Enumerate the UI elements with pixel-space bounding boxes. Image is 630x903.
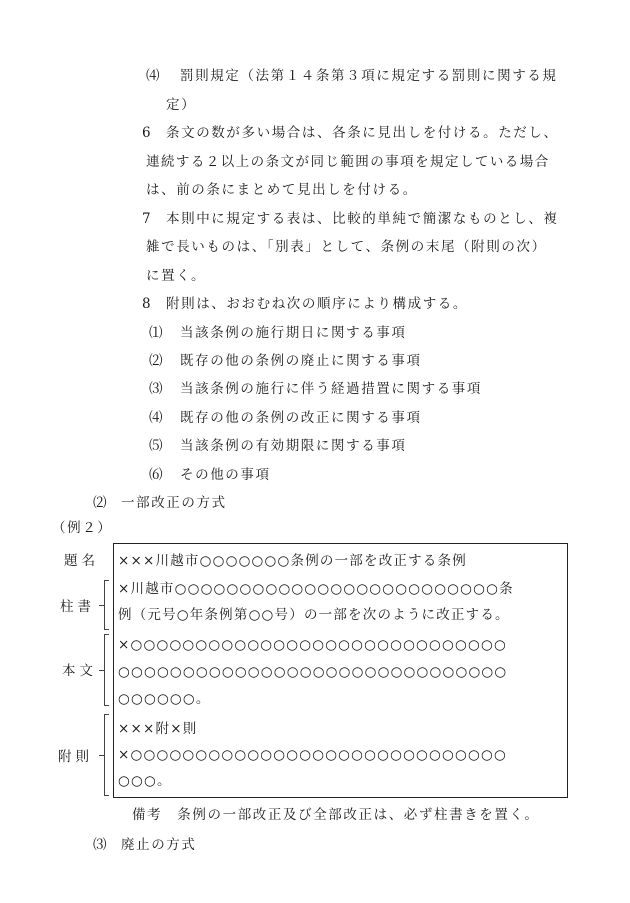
box-body-line3: ○○○○○○。 [118, 691, 211, 707]
box-suppl-line2: ×○○○○○○○○○○○○○○○○○○○○○○○○○○○○○ [118, 747, 507, 763]
box-body-line2: ○○○○○○○○○○○○○○○○○○○○○○○○○○○○○○ [118, 664, 508, 680]
label-suppl: 附則 [58, 749, 93, 765]
item-p4-text-line2: 定） [166, 97, 197, 113]
box-pillar-line2: 例（元号○年条例第○○号）の一部を次のように改正する。 [118, 607, 510, 623]
item-7-line1: 本則中に規定する表は、比較的単純で簡潔なものとし、複 [166, 211, 559, 227]
item-6-line2: 連続する２以上の条文が同じ範囲の事項を規定している場合 [146, 154, 550, 170]
body-bracket-tick [99, 670, 104, 671]
item-8-sub-number: ⑵ [149, 353, 165, 369]
item-8-text: 附則は、おおむね次の順序により構成する。 [166, 296, 468, 312]
box-body-line1: ×○○○○○○○○○○○○○○○○○○○○○○○○○○○○○ [118, 637, 507, 653]
box-pillar-line1: ×川越市○○○○○○○○○○○○○○○○○○○○○○○○○条 [118, 581, 514, 597]
suppl-bracket-tick [99, 755, 104, 756]
body-bracket [104, 634, 109, 706]
item-8-sub-text: 当該条例の施行に伴う経過措置に関する事項 [180, 381, 482, 397]
item-7-line2: 雑で長いものは、「別表」として、条例の末尾（附則の次） [146, 239, 547, 255]
note: 備考 条例の一部改正及び全部改正は、必ず柱書きを置く。 [132, 807, 540, 823]
item-8-sub-number: ⑴ [149, 325, 165, 341]
example-label: （例２） [52, 520, 113, 536]
item-p4-number: ⑷ [146, 68, 162, 84]
item-6-number: 6 [142, 125, 153, 141]
section-3-heading: 廃止の方式 [121, 837, 197, 853]
section-2-heading: 一部改正の方式 [121, 495, 227, 511]
item-8-sub-number: ⑸ [149, 438, 165, 454]
section-3-number: ⑶ [93, 837, 109, 853]
item-6-line3: は、前の条にまとめて見出しを付ける。 [146, 182, 418, 198]
section-2-number: ⑵ [93, 495, 109, 511]
box-suppl-line1: ×××附×則 [118, 721, 198, 737]
item-p4-text-line1: 罰則規定（法第１４条第３項に規定する罰則に関する規 [180, 68, 558, 84]
item-7-line3: に置く。 [146, 268, 207, 284]
box-title-line: ×××川越市○○○○○○○条例の一部を改正する条例 [118, 553, 467, 569]
item-8-sub-text: 当該条例の施行期日に関する事項 [180, 325, 407, 341]
item-8-number: 8 [142, 296, 153, 312]
item-8-sub-number: ⑹ [149, 467, 165, 483]
label-body: 本文 [62, 663, 97, 679]
item-8-sub-text: その他の事項 [180, 467, 271, 483]
item-8-sub-text: 当該条例の有効期限に関する事項 [180, 438, 407, 454]
item-8-sub-number: ⑶ [149, 381, 165, 397]
item-8-sub-text: 既存の他の条例の改正に関する事項 [180, 410, 422, 426]
box-suppl-line3: ○○○。 [118, 773, 172, 789]
label-pillar: 柱書 [60, 599, 95, 615]
suppl-bracket [104, 714, 109, 796]
pillar-bracket-tick [99, 605, 104, 606]
item-8-sub-number: ⑷ [149, 410, 165, 426]
item-6-line1: 条文の数が多い場合は、各条に見出しを付ける。ただし、 [166, 125, 559, 141]
label-title: 題名 [64, 553, 99, 569]
item-7-number: 7 [142, 211, 153, 227]
pillar-bracket [104, 580, 109, 630]
item-8-sub-text: 既存の他の条例の廃止に関する事項 [180, 353, 422, 369]
